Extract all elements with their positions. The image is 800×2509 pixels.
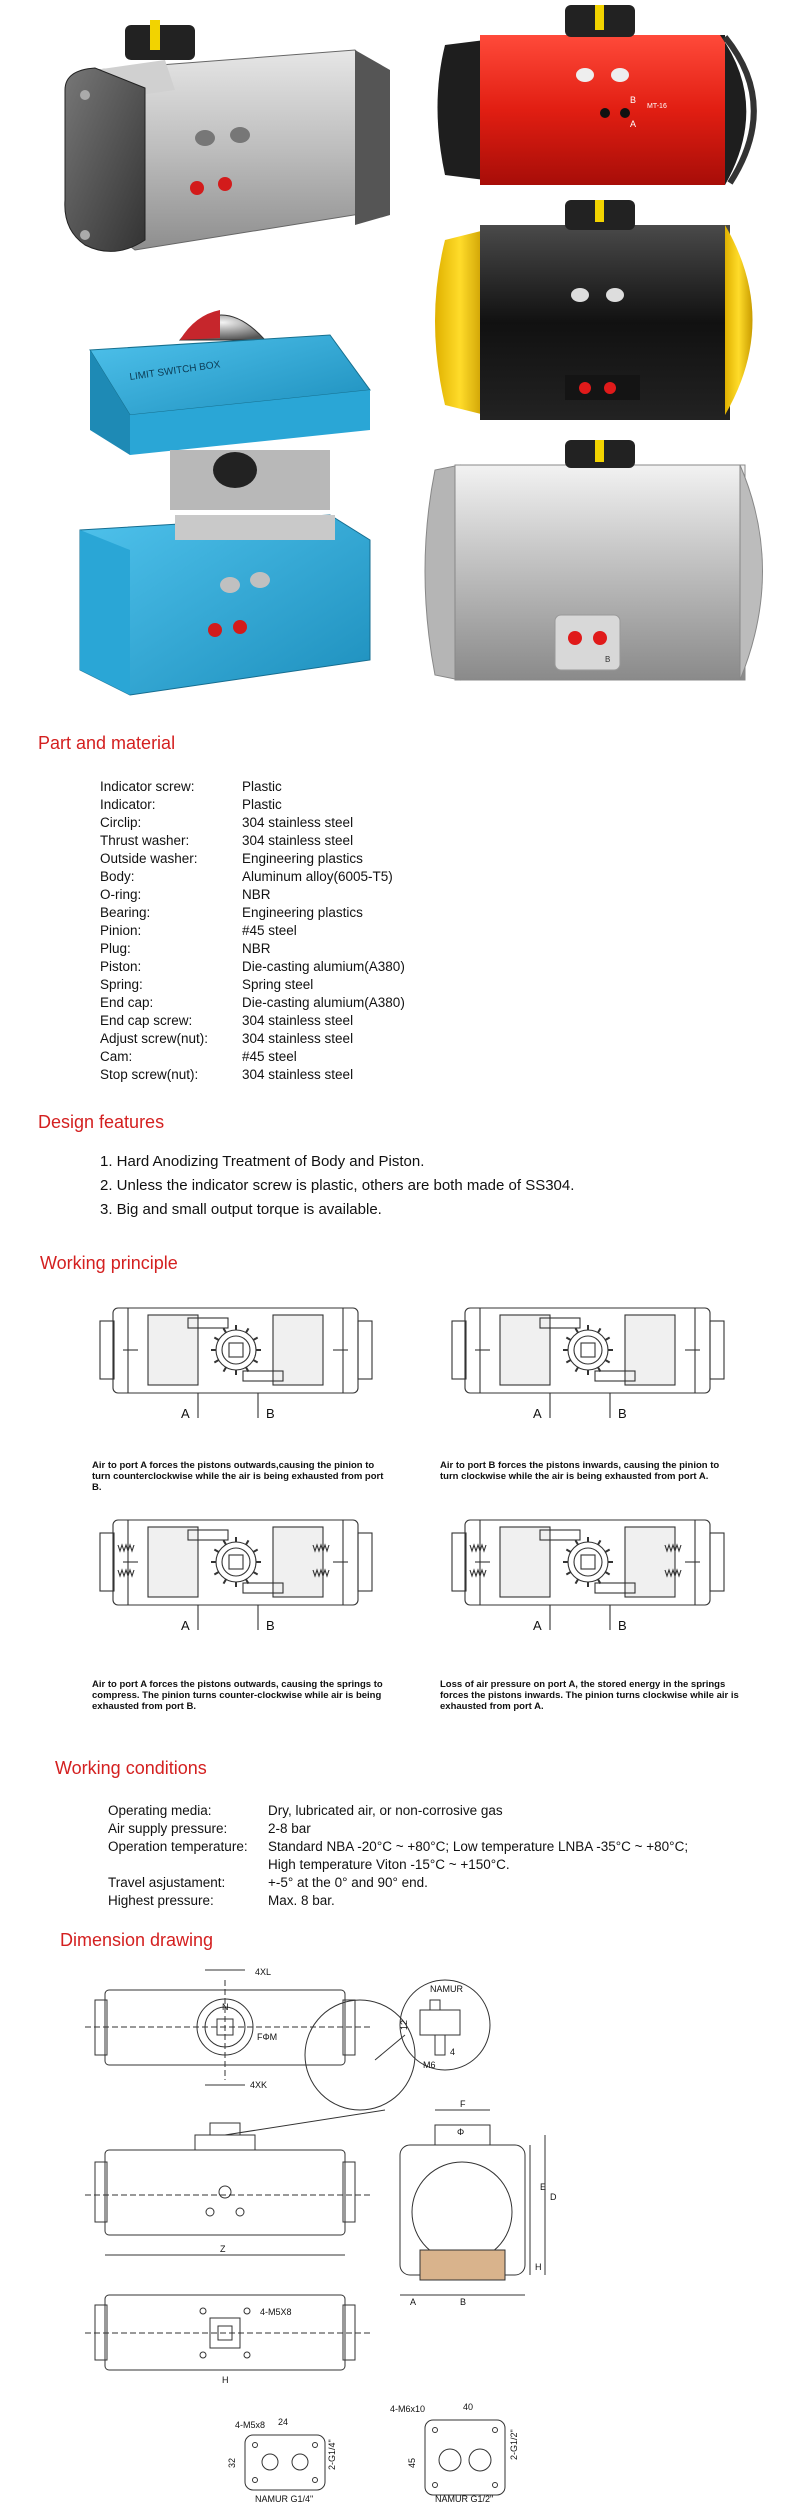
port-a-label: A [181,1406,190,1421]
svg-text:4-M5X8: 4-M5X8 [260,2307,292,2317]
svg-text:H: H [222,2375,229,2385]
svg-text:32: 32 [227,2457,237,2468]
part-material: 304 stainless steel [242,815,354,830]
svg-text:NAMUR G1/2": NAMUR G1/2" [435,2494,494,2504]
port-b-label: B [618,1406,627,1421]
photo-gray-actuator [55,10,400,270]
svg-text:12: 12 [399,2019,409,2030]
part-name: O-ring: [100,887,142,902]
condition-label: Operating media: [108,1803,212,1818]
part-material-row [100,814,580,832]
svg-text:B: B [630,95,637,105]
part-material-row [100,1048,580,1066]
principle-diagram-3 [88,1505,383,1665]
principle-diagram-1 [88,1293,383,1448]
part-name: Stop screw(nut): [100,1067,199,1082]
working-principle-title: Working principle [40,1253,178,1273]
part-material-row [100,850,580,868]
svg-text:B: B [460,2297,467,2307]
svg-text:FΦM: FΦM [257,2032,278,2042]
part-material: 304 stainless steel [242,833,354,848]
svg-text:F: F [460,2099,466,2109]
principle-caption-1: Air to port A forces the pistons outwards,causing the pinion to turn counterclockwise while the air is being exhausted from port B. [92,1460,384,1493]
svg-text:B: B [605,655,611,664]
svg-text:4-M5x8: 4-M5x8 [235,2420,266,2430]
principle-caption-4: Loss of air pressure on port A, the stored energy in the springs forces the pistons inwards. The pinion turns clockwise while air is exhausted from port A. [440,1679,739,1712]
part-material: 304 stainless steel [242,1031,354,1046]
part-material: NBR [242,887,271,902]
dimension-drawing-title: Dimension drawing [60,1930,214,1950]
part-material: Die-casting alumium(A380) [242,959,405,974]
svg-text:4: 4 [450,2047,456,2057]
port-b-label: B [618,1618,627,1633]
part-name: Body: [100,869,135,884]
condition-label: Travel asjustament: [108,1875,226,1890]
svg-text:E: E [540,2182,547,2192]
svg-text:4-M6x10: 4-M6x10 [390,2404,426,2414]
condition-value: Standard NBA -20°C ~ +80°C; Low temperature LNBA -35°C ~ +80°C; [268,1839,689,1854]
part-material: Engineering plastics [242,851,363,866]
part-material: Spring steel [242,977,314,992]
part-material: #45 steel [242,923,297,938]
part-material: 304 stainless steel [242,1067,354,1082]
condition-value: 2-8 bar [268,1821,311,1836]
svg-text:D: D [550,2192,557,2202]
condition-row [108,1820,788,1838]
svg-text:40: 40 [463,2402,474,2412]
condition-row [108,1802,788,1820]
part-name: Indicator: [100,797,156,812]
part-material-row [100,1030,580,1048]
part-material-row [100,904,580,922]
part-name: Spring: [100,977,143,992]
condition-row [108,1892,788,1910]
condition-label: Operation temperature: [108,1839,248,1854]
photo-yellow-actuator [425,200,785,445]
part-material: Die-casting alumium(A380) [242,995,405,1010]
part-name: Cam: [100,1049,133,1064]
svg-text:45: 45 [407,2457,417,2468]
part-material: Plastic [242,779,282,794]
svg-text:NAMUR: NAMUR [430,1984,463,1994]
svg-text:4XL: 4XL [255,1967,272,1977]
condition-value: High temperature Viton -15°C ~ +150°C. [268,1857,510,1872]
port-b-label: B [266,1406,275,1421]
svg-text:A: A [630,119,637,129]
svg-text:LIMIT SWITCH BOX: LIMIT SWITCH BOX [128,359,222,383]
condition-label: Air supply pressure: [108,1821,228,1836]
principle-diagram-4 [440,1505,735,1665]
photo-red-actuator [425,5,785,200]
svg-text:2-G1/4": 2-G1/4" [327,2439,337,2470]
part-material-row [100,922,580,940]
svg-text:4XK: 4XK [250,2080,268,2090]
svg-text:Z: Z [220,2244,226,2254]
working-conditions-title: Working conditions [55,1758,207,1778]
part-material-row [100,940,580,958]
design-features-list [100,1150,780,1222]
part-material-row [100,1066,580,1084]
condition-value: +-5° at the 0° and 90° end. [268,1875,428,1890]
part-material-row [100,832,580,850]
part-name: Adjust screw(nut): [100,1031,209,1046]
part-material-row [100,1012,580,1030]
design-feature-item: 3. Big and small output torque is available. [100,1201,382,1218]
part-material: #45 steel [242,1049,297,1064]
condition-row [108,1874,788,1892]
svg-text:MT-16: MT-16 [647,103,667,110]
design-feature-item: 1. Hard Anodizing Treatment of Body and Piston. [100,1153,425,1170]
svg-text:N: N [222,2002,229,2012]
condition-value: Max. 8 bar. [268,1893,335,1908]
part-material-row [100,976,580,994]
part-name: End cap: [100,995,154,1010]
svg-text:2-G1/2": 2-G1/2" [509,2429,519,2460]
part-name: End cap screw: [100,1013,193,1028]
part-name: Bearing: [100,905,151,920]
principle-diagram-2 [440,1293,735,1448]
part-material: Plastic [242,797,282,812]
port-a-label: A [533,1618,542,1633]
part-and-material-title: Part and material [38,733,176,753]
part-material: NBR [242,941,271,956]
svg-text:NAMUR G1/4": NAMUR G1/4" [255,2494,314,2504]
part-name: Piston: [100,959,142,974]
part-name: Circlip: [100,815,142,830]
part-name: Pinion: [100,923,142,938]
part-name: Plug: [100,941,131,956]
port-b-label: B [266,1618,275,1633]
working-conditions-list [108,1802,788,1912]
port-a-label: A [533,1406,542,1421]
part-material-row [100,868,580,886]
part-material-list [100,778,600,1098]
part-material: Engineering plastics [242,905,363,920]
photo-blue-actuator [70,280,400,710]
port-a-label: A [181,1618,190,1633]
design-feature-item: 2. Unless the indicator screw is plastic, others are both made of SS304. [100,1177,575,1194]
condition-row [108,1838,788,1856]
condition-label: Highest pressure: [108,1893,214,1908]
part-material-row [100,796,580,814]
part-name: Outside washer: [100,851,198,866]
part-material: 304 stainless steel [242,1013,354,1028]
photo-stainless-actuator [415,440,790,705]
svg-text:24: 24 [278,2417,289,2427]
condition-value: Dry, lubricated air, or non-corrosive gas [268,1803,503,1818]
svg-text:H: H [535,2262,542,2272]
part-name: Thrust washer: [100,833,190,848]
design-features-title: Design features [38,1112,165,1132]
svg-text:M6: M6 [423,2060,436,2070]
condition-row [108,1856,788,1874]
part-material-row [100,958,580,976]
part-name: Indicator screw: [100,779,195,794]
part-material-row [100,778,580,796]
principle-caption-3: Air to port A forces the pistons outwards, causing the springs to compress. The pinion turns counter-clockwise while air is being exhausted from port B. [92,1679,383,1712]
dimension-drawing [85,1950,745,2505]
part-material: Aluminum alloy(6005-T5) [242,869,393,884]
svg-text:Φ: Φ [457,2127,465,2137]
principle-caption-2: Air to port B forces the pistons inwards, causing the pinion to turn clockwise while the air is being exhausted from port A. [440,1460,720,1482]
svg-text:A: A [410,2297,417,2307]
part-material-row [100,994,580,1012]
part-material-row [100,886,580,904]
